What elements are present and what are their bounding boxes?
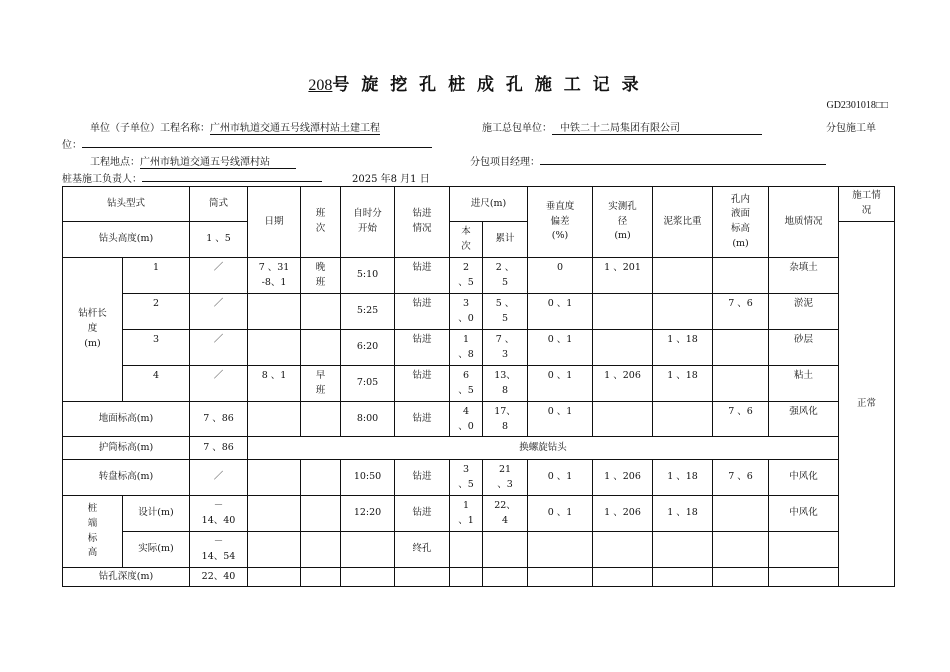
subcontractor-label-1: 分包施工单 — [826, 123, 876, 134]
row-this: 3 、0 — [450, 294, 483, 330]
pile-end-elevation-label: 桩 端 标 高 — [63, 496, 123, 568]
shift-header: 班 次 — [301, 187, 341, 258]
row-dia: 1 、206 — [593, 366, 653, 402]
design-value: － 14、40 — [190, 496, 248, 532]
leader-blank — [142, 170, 322, 182]
row-geo: 中风化 — [769, 460, 839, 496]
row-start: 6:20 — [341, 330, 395, 366]
rod-mark: ／ — [190, 330, 248, 366]
row-dia — [593, 402, 653, 437]
bit-height-label: 钻头高度(m) — [63, 222, 190, 258]
row-level — [713, 366, 769, 402]
row-mud: 1 、18 — [653, 366, 713, 402]
unit-label: 单位（子单位）工程名称： — [90, 123, 210, 134]
casing-elevation-label: 护筒标高(m) — [63, 437, 190, 460]
row-mud — [653, 294, 713, 330]
drilling-status-header: 钻进 情况 — [395, 187, 450, 258]
table-row — [63, 330, 895, 366]
verticality-header: 垂直度 偏差 (%) — [528, 187, 593, 258]
row-level: 7 、6 — [713, 402, 769, 437]
contractor-label: 施工总包单位： — [482, 123, 552, 134]
table-row — [63, 402, 895, 437]
record-number: 208 — [308, 77, 333, 94]
contractor-line — [482, 119, 762, 135]
footage-total-header: 累计 — [483, 222, 528, 258]
start-time-header: 自时分 开始 — [341, 187, 395, 258]
row-start: 8:00 — [341, 402, 395, 437]
construction-condition-header: 施工情 况 — [839, 187, 895, 222]
row-start: 5:25 — [341, 294, 395, 330]
leader-label: 桩基施工负责人： — [62, 174, 142, 185]
row-total: 2 、 5 — [483, 258, 528, 294]
row-status: 钻进 — [395, 366, 450, 402]
leader-line — [62, 170, 322, 185]
row-level — [713, 258, 769, 294]
liquid-level-header: 孔内 液面 标高 (m) — [713, 187, 769, 258]
row-mud — [653, 258, 713, 294]
rod-index: 1 — [123, 258, 190, 294]
actual-value: － 14、54 — [190, 532, 248, 568]
page-title — [0, 70, 950, 95]
row-total: 21 、3 — [483, 460, 528, 496]
subcontractor-label-2: 位： — [62, 140, 82, 151]
row-date: 7 、31 -8、1 — [248, 258, 301, 294]
row-geo: 砂层 — [769, 330, 839, 366]
row-status: 钻进 — [395, 460, 450, 496]
record-date: 2025 年8 月1 日 — [352, 174, 430, 185]
drill-depth-label: 钻孔深度(m) — [63, 568, 190, 587]
row-vert: 0 — [528, 258, 593, 294]
bit-type-header: 钻头型式 — [63, 187, 190, 222]
row-status: 钻进 — [395, 258, 450, 294]
row-this: 2 、5 — [450, 258, 483, 294]
row-date: 8 、1 — [248, 366, 301, 402]
table-row — [63, 568, 895, 587]
pm-label: 分包项目经理： — [470, 157, 540, 168]
subcontractor-line — [62, 136, 432, 151]
row-total: 5 、 5 — [483, 294, 528, 330]
title-text: 号 旋 挖 孔 桩 成 孔 施 工 记 录 — [332, 75, 642, 95]
row-total: 22、 4 — [483, 496, 528, 532]
construction-condition-value: 正常 — [839, 222, 895, 587]
drill-depth-value: 22、40 — [190, 568, 248, 587]
geology-header: 地质情况 — [769, 187, 839, 258]
rod-mark: ／ — [190, 258, 248, 294]
contractor-value: 中铁二十二局集团有限公司 — [552, 119, 762, 135]
rod-mark: ／ — [190, 294, 248, 330]
row-this: 1 、1 — [450, 496, 483, 532]
turntable-elevation-value: ／ — [190, 460, 248, 496]
row-dia: 1 、206 — [593, 496, 653, 532]
ground-elevation-value: 7 、86 — [190, 402, 248, 437]
hole-diameter-header: 实测孔 径 (m) — [593, 187, 653, 258]
table-row — [63, 437, 895, 460]
table-row — [63, 258, 895, 294]
row-geo: 粘土 — [769, 366, 839, 402]
row-start: 7:05 — [341, 366, 395, 402]
row-level — [713, 330, 769, 366]
row-geo: 强风化 — [769, 402, 839, 437]
row-total: 7 、 3 — [483, 330, 528, 366]
site-value: 广州市轨道交通五号线潭村站 — [140, 153, 296, 169]
row-level: 7 、6 — [713, 460, 769, 496]
rod-index: 4 — [123, 366, 190, 402]
row-shift — [301, 330, 341, 366]
row-level — [713, 496, 769, 532]
table-row — [63, 366, 895, 402]
date-header: 日期 — [248, 187, 301, 258]
row-status: 钻进 — [395, 330, 450, 366]
rod-length-label: 钻杆长 度 (m) — [63, 258, 123, 402]
row-mud: 1 、18 — [653, 460, 713, 496]
row-vert: 0 、1 — [528, 496, 593, 532]
bit-height-value: 1 、5 — [190, 222, 248, 258]
pm-blank — [540, 153, 826, 165]
doc-code: GD2301018□□ — [826, 100, 888, 111]
rod-index: 3 — [123, 330, 190, 366]
record-table — [62, 186, 895, 587]
row-mud: 1 、18 — [653, 496, 713, 532]
casing-note: 换螺旋钻头 — [248, 437, 839, 460]
row-vert: 0 、1 — [528, 294, 593, 330]
row-shift — [301, 294, 341, 330]
table-row — [63, 460, 895, 496]
row-status: 钻进 — [395, 294, 450, 330]
row-mud — [653, 402, 713, 437]
row-this: 4 、0 — [450, 402, 483, 437]
row-dia: 1 、201 — [593, 258, 653, 294]
table-row — [63, 532, 895, 568]
turntable-elevation-label: 转盘标高(m) — [63, 460, 190, 496]
row-vert: 0 、1 — [528, 460, 593, 496]
row-geo: 中风化 — [769, 496, 839, 532]
pm-line — [470, 153, 826, 168]
row-total: 17、 8 — [483, 402, 528, 437]
unit-value: 广州市轨道交通五号线潭村站土建工程 — [210, 119, 380, 135]
table-row — [63, 294, 895, 330]
row-this: 1 、8 — [450, 330, 483, 366]
design-label: 设计(m) — [123, 496, 190, 532]
row-this: 3 、5 — [450, 460, 483, 496]
row-total: 13、 8 — [483, 366, 528, 402]
row-start: 10:50 — [341, 460, 395, 496]
footage-header: 进尺(m) — [450, 187, 528, 222]
row-status: 终孔 — [395, 532, 450, 568]
table-row — [63, 496, 895, 532]
row-dia: 1 、206 — [593, 460, 653, 496]
row-vert: 0 、1 — [528, 402, 593, 437]
row-status: 钻进 — [395, 402, 450, 437]
row-date — [248, 330, 301, 366]
row-vert: 0 、1 — [528, 330, 593, 366]
site-line — [90, 153, 296, 169]
row-dia — [593, 330, 653, 366]
site-label: 工程地点： — [90, 157, 140, 168]
mud-density-header: 泥浆比重 — [653, 187, 713, 258]
footage-this-header: 本 次 — [450, 222, 483, 258]
row-mud: 1 、18 — [653, 330, 713, 366]
row-shift: 晚 班 — [301, 258, 341, 294]
row-level: 7 、6 — [713, 294, 769, 330]
row-geo: 杂填土 — [769, 258, 839, 294]
rod-index: 2 — [123, 294, 190, 330]
row-vert: 0 、1 — [528, 366, 593, 402]
actual-label: 实际(m) — [123, 532, 190, 568]
row-date — [248, 294, 301, 330]
row-status: 钻进 — [395, 496, 450, 532]
tube-type-cell: 筒式 — [190, 187, 248, 222]
row-geo: 淤泥 — [769, 294, 839, 330]
casing-elevation-value: 7 、86 — [190, 437, 248, 460]
row-shift: 早 班 — [301, 366, 341, 402]
ground-elevation-label: 地面标高(m) — [63, 402, 190, 437]
row-dia — [593, 294, 653, 330]
rod-mark: ／ — [190, 366, 248, 402]
subcontractor-blank — [82, 136, 432, 148]
row-start: 5:10 — [341, 258, 395, 294]
row-this: 6 、5 — [450, 366, 483, 402]
unit-line — [90, 119, 380, 135]
row-start: 12:20 — [341, 496, 395, 532]
